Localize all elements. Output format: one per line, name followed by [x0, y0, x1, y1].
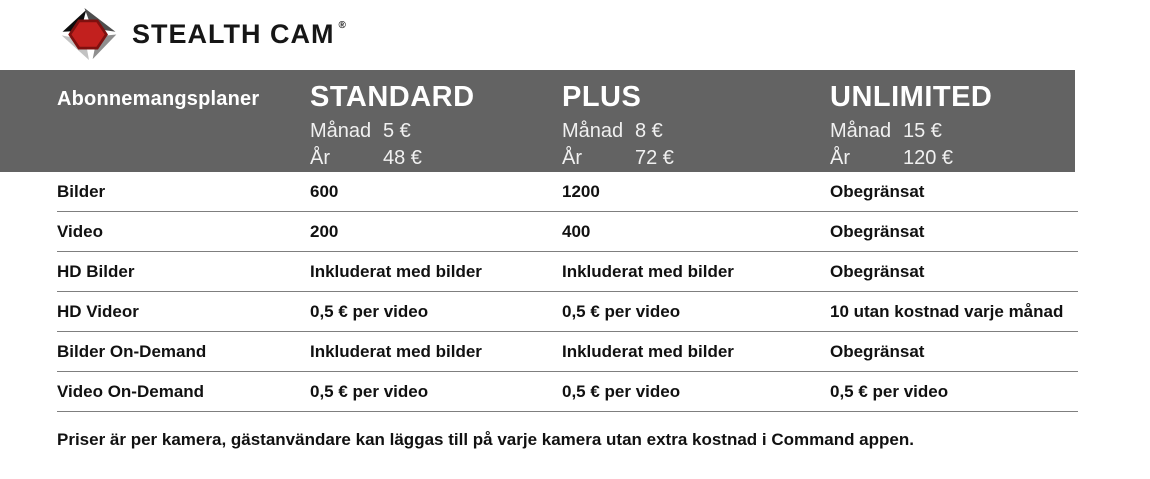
monthly-price: 15 € — [903, 120, 942, 142]
monthly-price: 5 € — [383, 120, 411, 142]
monthly-price: 8 € — [635, 120, 663, 142]
plus-value: 400 — [562, 221, 591, 241]
standard-value: 0,5 € per video — [310, 301, 429, 321]
yearly-price: 120 € — [903, 147, 954, 169]
table-row-video — [57, 212, 1078, 252]
unlimited-value: 10 utan kostnad varje månad — [830, 301, 1064, 321]
plus-value: Inkluderat med bilder — [562, 341, 734, 361]
plan-standard-yearly — [310, 145, 562, 172]
yearly-label: År — [310, 147, 330, 169]
table-row-bilder-on-demand — [57, 332, 1078, 372]
monthly-label: Månad — [830, 120, 892, 142]
yearly-price: 48 € — [383, 147, 422, 169]
plan-column-standard — [310, 81, 562, 172]
plan-column-unlimited — [830, 81, 1075, 172]
plan-standard-monthly — [310, 118, 562, 145]
table-row-bilder — [57, 172, 1078, 212]
plan-name-unlimited: UNLIMITED — [830, 81, 993, 113]
unlimited-value: Obegränsat — [830, 261, 925, 281]
monthly-label: Månad — [310, 120, 372, 142]
pricing-footnote: Priser är per kamera, gästanvändare kan läggas till på varje kamera utan extra kostnad i Command appen. — [57, 430, 914, 449]
feature-label: HD Videor — [57, 301, 139, 321]
plan-plus-yearly — [562, 145, 830, 172]
plus-value: 0,5 € per video — [562, 381, 681, 401]
plan-unlimited-monthly — [830, 118, 1075, 145]
stealth-cam-logo-icon — [58, 6, 120, 63]
feature-label: Video — [57, 221, 103, 241]
table-row-hd-bilder — [57, 252, 1078, 292]
registered-mark: ® — [338, 19, 346, 31]
plus-value: 1200 — [562, 181, 600, 201]
feature-label: Video On-Demand — [57, 381, 205, 401]
yearly-price: 72 € — [635, 147, 674, 169]
plans-header-title: Abonnemangsplaner — [57, 88, 260, 110]
unlimited-value: Obegränsat — [830, 341, 925, 361]
brand-name: STEALTH CAM — [132, 18, 335, 49]
feature-label: Bilder — [57, 181, 106, 201]
unlimited-value: 0,5 € per video — [830, 381, 949, 401]
table-row-video-on-demand — [57, 372, 1078, 412]
plan-plus-monthly — [562, 118, 830, 145]
standard-value: 0,5 € per video — [310, 381, 429, 401]
yearly-label: År — [830, 147, 850, 169]
plus-value: Inkluderat med bilder — [562, 261, 734, 281]
plans-header-bar — [0, 70, 1075, 172]
plan-name-standard: STANDARD — [310, 81, 475, 113]
table-row-hd-videor — [57, 292, 1078, 332]
yearly-label: År — [562, 147, 582, 169]
plus-value: 0,5 € per video — [562, 301, 681, 321]
feature-label: Bilder On-Demand — [57, 341, 207, 361]
monthly-label: Månad — [562, 120, 624, 142]
unlimited-value: Obegränsat — [830, 221, 925, 241]
brand-header — [58, 3, 354, 65]
standard-value: 600 — [310, 181, 339, 201]
standard-value: 200 — [310, 221, 339, 241]
standard-value: Inkluderat med bilder — [310, 341, 482, 361]
unlimited-value: Obegränsat — [830, 181, 925, 201]
standard-value: Inkluderat med bilder — [310, 261, 482, 281]
feature-table — [57, 172, 1078, 412]
plan-name-plus: PLUS — [562, 81, 642, 113]
plan-unlimited-yearly — [830, 145, 1075, 172]
plan-column-plus — [562, 81, 830, 172]
feature-label: HD Bilder — [57, 261, 135, 281]
